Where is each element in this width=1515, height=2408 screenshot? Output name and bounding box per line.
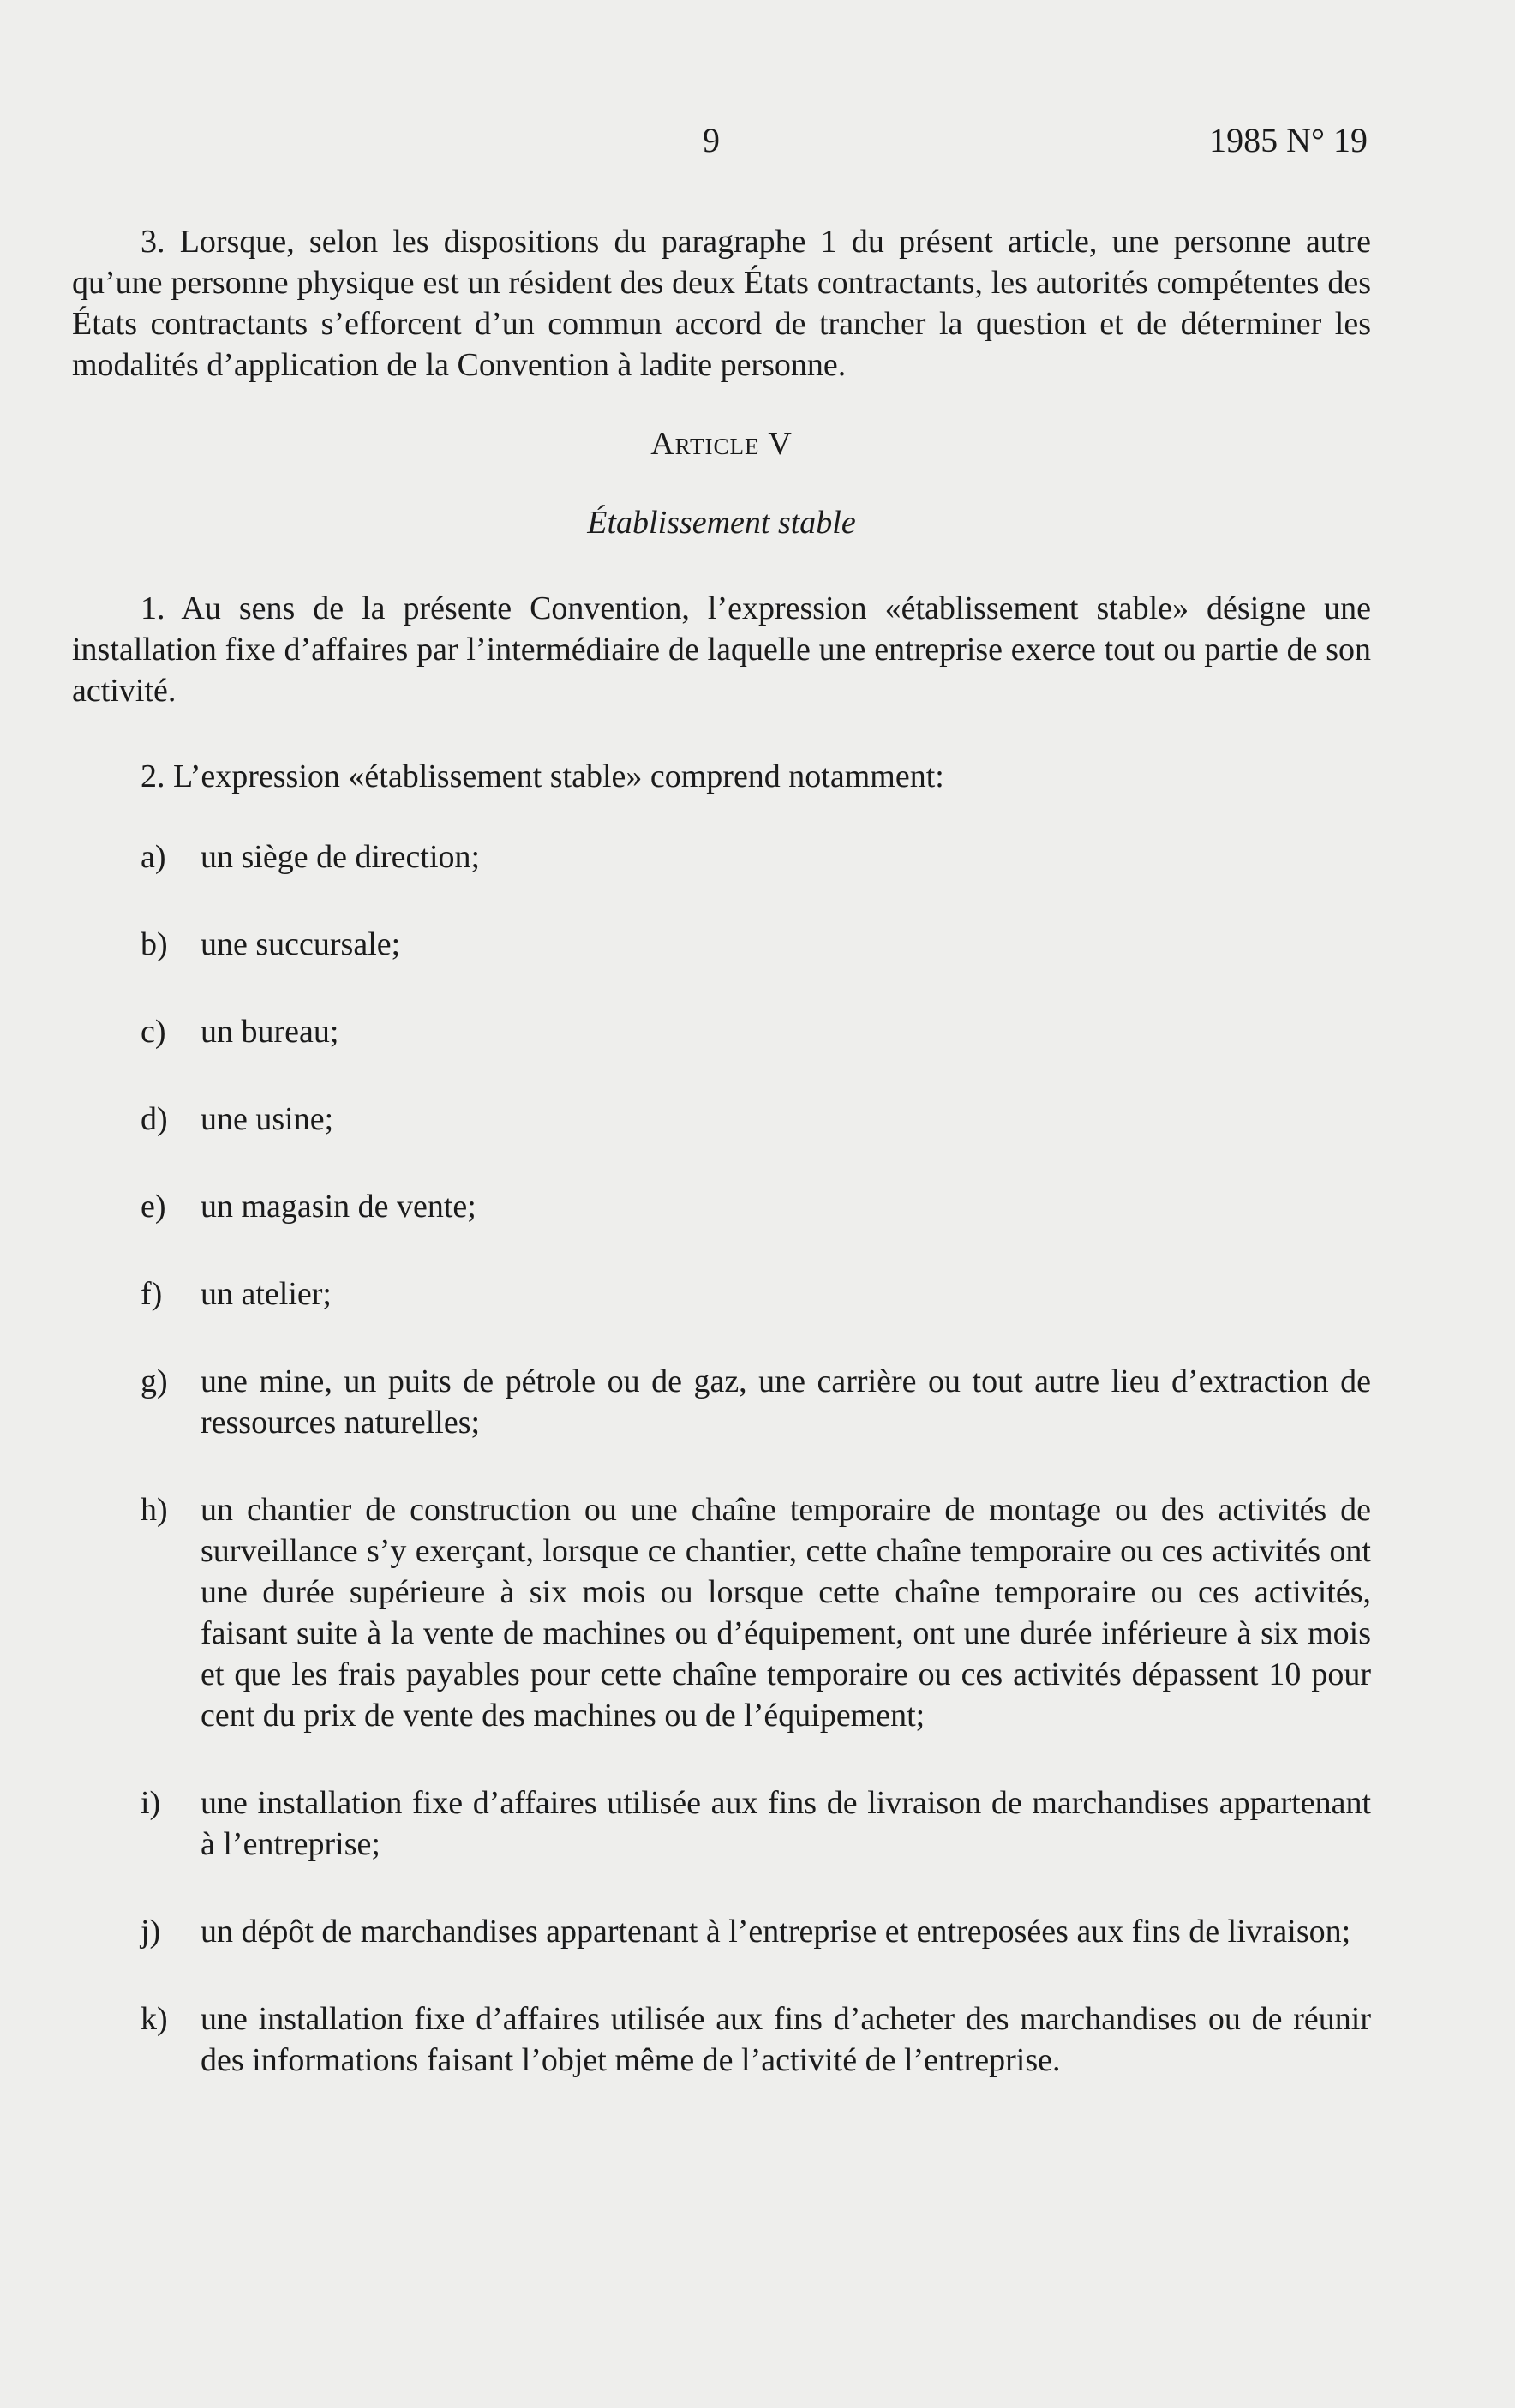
list-item-text: un atelier; (201, 1276, 332, 1312)
list-marker: d) (141, 1101, 168, 1137)
list-item-text: un siège de direction; (201, 839, 481, 875)
paragraph-1-definition: 1. Au sens de la présente Convention, l’expression «établissement stable» désigne une installation fixe d’affaires par l’intermédiaire de laquelle une entreprise exerce tout ou partie de son activité. (72, 590, 1371, 709)
paragraph-2-intro: 2. L’expression «établissement stable» comprend notamment: (141, 758, 944, 794)
list-item-k (72, 1998, 1371, 2081)
list-item-g (72, 1361, 1371, 1443)
list-item-text: une installation fixe d’affaires utilisée aux fins de livraison de marchandises appartenant à l’entreprise; (201, 1785, 1371, 1862)
list-marker: g) (141, 1363, 168, 1399)
enumeration-list (72, 836, 1371, 2081)
list-marker: c) (141, 1014, 166, 1050)
list-item-j (72, 1911, 1371, 1952)
list-marker: k) (141, 2001, 168, 2037)
list-item-h (72, 1489, 1371, 1736)
list-marker: e) (141, 1189, 166, 1225)
list-marker: i) (141, 1785, 161, 1821)
paragraph-3-residence: 3. Lorsque, selon les dispositions du paragraphe 1 du présent article, une personne autre qu’une personne physique est un résident des deux États contractants, les autorités compétentes des États contractants s’efforcent d’un commun accord de trancher la question et de déterminer les modalités d’application de la Convention à ladite personne. (72, 224, 1371, 383)
list-marker: j) (141, 1914, 161, 1950)
list-item-a (72, 836, 1371, 878)
article-subtitle: Établissement stable (587, 505, 856, 541)
list-item-text: une installation fixe d’affaires utilisée aux fins d’acheter des marchandises ou de réunir des informations faisant l’objet même de l’activité de l’entreprise. (201, 2001, 1371, 2078)
list-item-text: un bureau; (201, 1014, 339, 1050)
list-marker: f) (141, 1276, 163, 1312)
list-item-f (72, 1273, 1371, 1315)
list-item-e (72, 1186, 1371, 1227)
page-number: 9 (703, 121, 720, 159)
list-item-c (72, 1011, 1371, 1052)
document-body (72, 221, 1371, 2081)
list-marker: a) (141, 839, 166, 875)
list-item-text: un chantier de construction ou une chaîne temporaire de montage ou des activités de surveillance s’y exerçant, lorsque ce chantier, cette chaîne temporaire ou ces activités ont une durée supérieure à six mois ou lorsque cette chaîne temporaire ou ces activités, faisant suite à la vente de machines ou d’équipement, ont une durée inférieure à six mois et que les frais payables pour cette chaîne temporaire ou ces activités dépassent 10 pour cent du prix de vente des machines ou de l’équipement; (201, 1492, 1371, 1734)
list-item-text: une mine, un puits de pétrole ou de gaz, une carrière ou tout autre lieu d’extraction de ressources naturelles; (201, 1363, 1371, 1441)
list-item-text: un magasin de vente; (201, 1189, 476, 1225)
list-item-d (72, 1099, 1371, 1140)
list-item-text: une usine; (201, 1101, 334, 1137)
list-item-text: un dépôt de marchandises appartenant à l’entreprise et entreposées aux fins de livraison; (201, 1914, 1351, 1950)
list-item-i (72, 1782, 1371, 1865)
list-marker: h) (141, 1492, 168, 1528)
list-item-text: une succursale; (201, 926, 401, 962)
article-heading: Article V (650, 426, 793, 462)
page-header (0, 120, 1515, 171)
list-marker: b) (141, 926, 168, 962)
list-item-b (72, 924, 1371, 965)
document-reference: 1985 N° 19 (1209, 121, 1368, 159)
